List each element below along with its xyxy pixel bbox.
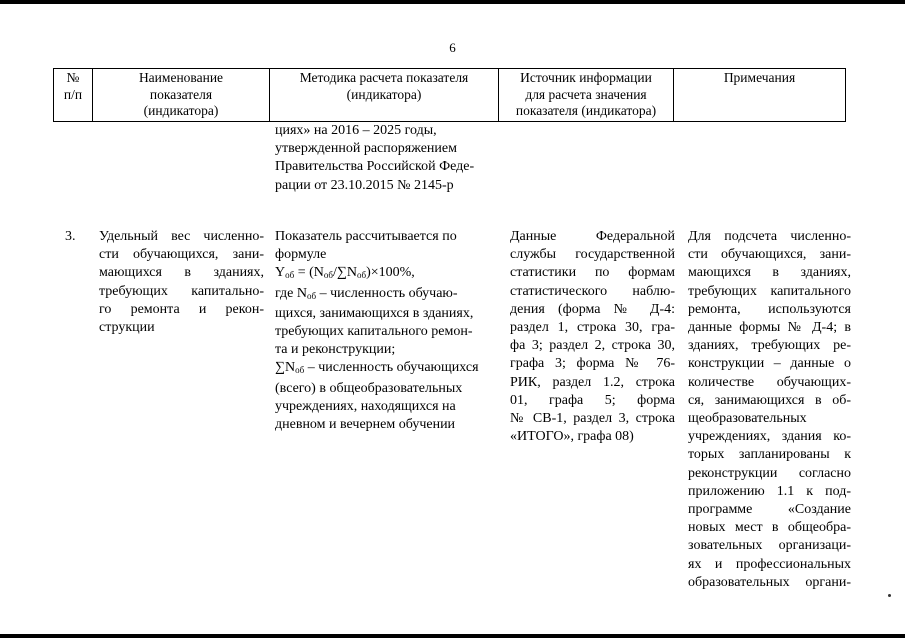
text-line: сти обучающихся, зани- xyxy=(99,247,264,263)
text-line: реконструкции согласно xyxy=(688,465,851,481)
definition-part: – численность обучаю- xyxy=(316,285,458,301)
header-text: (индикатора) xyxy=(143,103,219,118)
text-line: ях и профессиональных xyxy=(688,556,851,572)
text-line: утвержденной распоряжением xyxy=(275,141,457,157)
header-text: п/п xyxy=(63,86,83,102)
notes xyxy=(688,228,851,592)
text-line: графа 3; форма № 76- xyxy=(510,356,675,372)
formula-part: = (N xyxy=(294,265,324,281)
information-source xyxy=(510,228,675,446)
text-line: программе «Создание xyxy=(688,502,851,518)
definition-line xyxy=(275,285,497,305)
text-line: учреждениях, здания ко- xyxy=(688,429,851,445)
header-text: № xyxy=(66,70,80,85)
table-header xyxy=(53,68,846,122)
header-text: Примечания xyxy=(723,70,796,85)
header-text: (индикатора) xyxy=(346,86,422,102)
formula-part: /∑N xyxy=(332,265,357,281)
text-line: щеобразовательных xyxy=(688,411,807,427)
text-line: го ремонта и рекон- xyxy=(99,301,264,317)
indicator-name xyxy=(99,228,264,337)
text-line: фа 3; раздел 2, строка 30, xyxy=(510,338,675,354)
formula-part: )×100%, xyxy=(366,265,415,281)
text-line: раздел 1, строка 30, гра- xyxy=(510,320,675,336)
definition-subscript: об xyxy=(307,290,317,301)
text-line: та и реконструкции; xyxy=(275,342,396,358)
text-line: РИК, раздел 1.2, строка xyxy=(510,374,675,390)
text-line: (всего) в общеобразовательных xyxy=(275,380,463,396)
scan-speck xyxy=(888,594,891,597)
text-line: «ИТОГО», графа 08) xyxy=(510,429,634,445)
text-line: формуле xyxy=(275,247,327,263)
text-line: струкции xyxy=(99,320,155,336)
header-cell-notes xyxy=(674,69,845,121)
header-text: для расчета значения xyxy=(525,86,647,102)
formula-subscript: об xyxy=(323,270,333,281)
header-text: Наименование xyxy=(138,70,224,85)
text-line: службы государственной xyxy=(510,247,675,263)
text-line: Правительства Российской Феде- xyxy=(275,159,475,175)
text-line: статистического наблю- xyxy=(510,283,675,299)
text-line: приложению 1.1 к под- xyxy=(688,483,851,499)
calculation-method xyxy=(275,228,497,434)
text-line: количестве обучающих- xyxy=(688,374,851,390)
text-line: мающихся в зданиях, xyxy=(99,265,264,281)
text-line: циях» на 2016 – 2025 годы, xyxy=(275,123,437,138)
text-line: мающихся в зданиях, xyxy=(688,265,851,281)
text-line: образовательных органи- xyxy=(688,574,851,590)
text-line: учреждениях, находящихся на xyxy=(275,398,456,414)
bottom-scan-border xyxy=(0,634,905,638)
text-line: дневном и вечернем обучении xyxy=(275,417,456,433)
formula-part: Y xyxy=(275,265,286,281)
text-line: Удельный вес численно- xyxy=(99,229,264,244)
text-line: ремонта, используются xyxy=(688,301,851,317)
text-line: требующих капитального xyxy=(688,283,851,299)
text-line: торых запланированы к xyxy=(688,447,851,463)
text-line: Для подсчета численно- xyxy=(688,229,851,244)
header-cell-number xyxy=(54,69,93,121)
text-line: сти обучающихся, зани- xyxy=(688,247,851,263)
page-number: 6 xyxy=(449,40,456,55)
header-cell-method xyxy=(270,69,499,121)
header-text: Методика расчета показателя xyxy=(299,70,469,85)
header-cell-source xyxy=(499,69,674,121)
text-line: зданиях, требующих ре- xyxy=(688,338,851,354)
header-text: показателя xyxy=(149,86,213,102)
text-line: № СВ-1, раздел 3, строка xyxy=(510,411,675,427)
header-cell-indicator-name xyxy=(93,69,270,121)
definition-subscript: об xyxy=(295,365,305,376)
top-scan-border xyxy=(0,0,905,4)
text-line: щихся, занимающихся в зданиях, xyxy=(275,305,474,321)
text-line: статистики по формам xyxy=(510,265,675,281)
formula xyxy=(275,264,497,284)
row-number: 3. xyxy=(65,229,76,244)
text-line: зовательных организаци- xyxy=(688,538,851,554)
header-text: показателя (индикатора) xyxy=(515,103,657,118)
method-continuation xyxy=(275,122,500,195)
header-text: Источник информации xyxy=(520,70,652,85)
text-line: ся, занимающихся в об- xyxy=(688,392,851,408)
formula-subscript: об xyxy=(356,270,367,281)
text-line: данные формы № Д-4; в xyxy=(688,320,851,336)
text-line: Данные Федеральной xyxy=(510,229,675,244)
text-line: требующих капитально- xyxy=(99,283,264,299)
formula-subscript: об xyxy=(285,270,295,281)
definition-part: где N xyxy=(275,285,307,301)
definition-part: ∑N xyxy=(275,360,296,376)
text-line: конструкции – данные о xyxy=(688,356,851,372)
text-line: рации от 23.10.2015 № 2145-р xyxy=(275,177,454,193)
definition-line xyxy=(275,359,497,379)
text-line: Показатель рассчитывается по xyxy=(275,229,457,244)
text-line: требующих капитального ремон- xyxy=(275,324,473,340)
text-line: 01, графа 5; форма xyxy=(510,392,675,408)
text-line: новых мест в общеобра- xyxy=(688,520,851,536)
text-line: дения (форма № Д-4: xyxy=(510,301,675,317)
definition-part: – численность обучающихся xyxy=(304,360,479,376)
